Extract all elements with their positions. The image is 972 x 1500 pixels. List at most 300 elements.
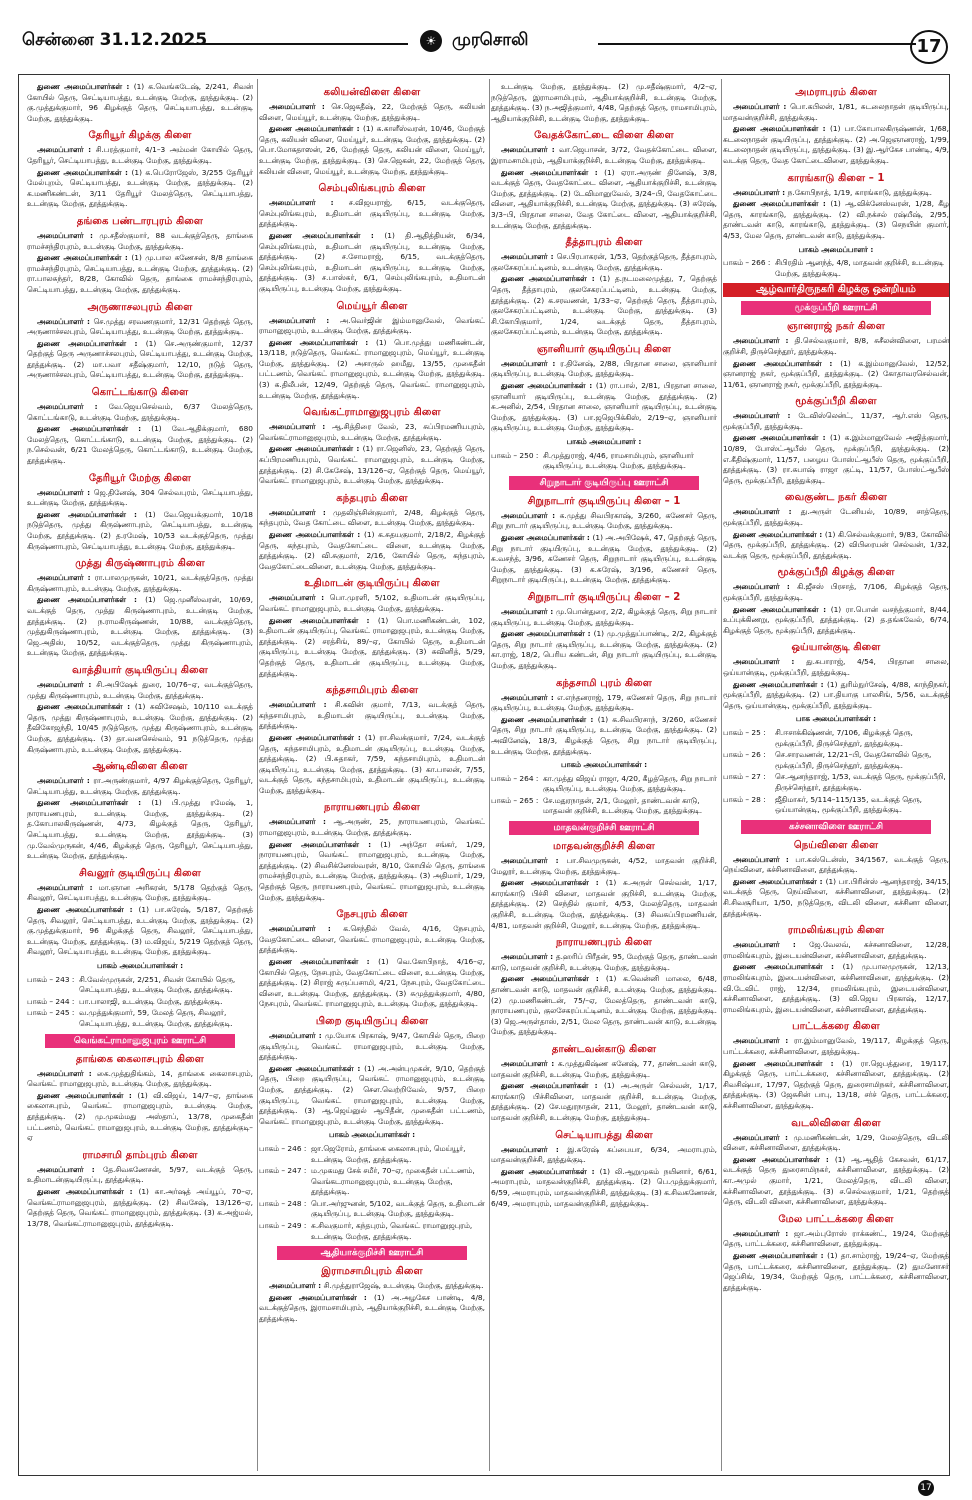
panchayat-banner: ஆதியாக்குறிச்சி ஊராட்சி (277, 1246, 467, 1260)
ward-entry (723, 258, 949, 279)
entry-text: (1) ஜெ.முனீஸ்வரன், 10/69, வடக்குத் தெரு, முத்து கிருஷ்ணாபுரம், உடன்குடி மேற்கு, தூத்துக்குடி. (2) ந.ராமகிருஷ்ணன், 10/88, வடக்குத்தெரு, முத்துகிருஷ்ணாபுரம், உடன்குடி மேற்கு, தூத்துக்குடி. (3) ஜெ.அதிஸ், 10/52, வடக்குத்தெரு, முத்து கிருஷ்ணாபுரம், உடன்குடி மேற்கு, தூத்துக்குடி. (27, 595, 253, 658)
organiser-entry (723, 433, 949, 486)
entry-text: (1) தி.ஆதித்தியன், 6/34, செம்புலிங்கபுரம், உதிமாடன் குடியிருப்பு, உடன்குடி மேற்கு, தூத்துக்குடி. (2) ச.சோமராஜ், 6/15, வடக்குத்தெரு, செம்புலிங்கபுரம், உதிமாடன் குடியிருப்பு, உடன்குடி மேற்கு, தூத்துக்குடி. (3) ச.பாஸ்கர், 6/1, செம்புலிங்கபுரம், உதிமாடன் குடியிருப்பு, உடன்குடி மேற்கு, தூத்துக்குடி. (259, 230, 485, 293)
entry-text: (1) பா.பிரின்ஸ் ஆனந்தராஜ், 34/15, வடக்குத் தெரு, நெய்விளை, கச்சினாவிளை, தூத்துக்குடி. (2) சி.சிவசூரியா, 1/50, நடுத்தெரு, விடலி விளை, கச்சினா விளை, தூத்துக்குடி. (723, 876, 949, 918)
branch-heading: தங்கை பண்டாரபுரம் கிளை (76, 215, 204, 227)
rising-sun-icon: ☀ (420, 30, 442, 52)
role-label: அமைப்பாளர் : (733, 336, 795, 346)
organiser-entry (723, 102, 949, 123)
entry-text: (1) க.இம்மானுவேல், 12/52, ஞானராஜ் நகர், மூக்குப்பீறி, தூத்துக்குடி. (2) கோதாவரசெல்வன், 11/61, ஞானராஜ் நகர், மூக்குப்பீறி, தூத்துக்குடி. (723, 358, 949, 389)
role-label: துணை அமைப்பாளர்கள் : (501, 381, 596, 391)
ward-entry (723, 772, 949, 793)
role-label: துணை அமைப்பாளர்கள் : (37, 82, 134, 91)
branch-heading: வாத்தியார் குடியிருப்பு கிளை (72, 664, 208, 676)
role-label: அமைப்பாளர் : (501, 1058, 558, 1068)
column-1 (27, 81, 253, 1471)
ward-organiser: சிபிரதிம் ஆனந்த், 4/8, மாதவன் குறிச்சி, உடன்குடி மேற்கு, தூத்துக்குடி. (775, 258, 944, 278)
role-label: அமைப்பாளர் : (269, 1030, 325, 1040)
panchayat-banner: சிறுநாடார் குடியிருப்பு ஊராட்சி (509, 476, 699, 490)
role-label: அமைப்பாளர் : (733, 1132, 794, 1142)
role-label: அமைப்பாளர் : (269, 593, 330, 603)
ward-number: பாகம் – 264 : (491, 773, 539, 783)
role-label: துணை அமைப்பாளர்கள் : (37, 702, 135, 712)
role-label: அமைப்பாளர் : (501, 252, 557, 262)
organiser-entry (259, 231, 485, 295)
role-label: துணை அமைப்பாளர்கள் : (733, 433, 830, 443)
ward-organiser: கா.முத்து விஜய் ராஜா, 4/20, கீழத்தெரு, சிறு நாடார் குடியிருப்பு, உடன்குடி மேற்கு, தூத்துக்குடி. (543, 773, 717, 794)
organiser-entry (27, 905, 253, 958)
role-label: அமைப்பாளர் : (269, 1281, 324, 1291)
entry-text: ஜே.வேலவ், கச்சனாவிளை, 12/28, ராமலிங்கபுரம், இடையன்விளை, கச்சினாவிளை, தூத்துக்குடி. (723, 940, 949, 960)
entry-text: செ.ஜெகதீஷ், 22, மேற்குத் தெரு, கலியன் விளை, மெய்யூர், உடன்குடி மேற்கு, தூத்துக்குடி. (259, 102, 485, 122)
organiser-entry (723, 657, 949, 678)
organiser-entry (491, 629, 717, 671)
branch-heading: தாங்கை கைலாசபுரம் கிளை (76, 1053, 204, 1065)
organiser-entry (491, 974, 717, 1038)
entry-text: (1) பா.சுரேஷ், 5/187, தெற்குத் தெரு, சிவலூர், செட்டியாபத்து, உடன்குடி மேற்கு, தூத்துக்குடி. (2) கு.முத்துக்குமார், 96 கிழக்குத் தெரு, சிவலூர், செட்டியாபத்து, உடன்குடி மேற்கு, தூத்துக்குடி. (3) ம.விஜய், 5/219 தெற்குத் தெரு, சிவலூர், செட்டியாபத்து, உடன்குடி மேற்கு, தூத்துக்குடி. (27, 905, 253, 957)
role-label: அமைப்பாளர் : (501, 1144, 568, 1154)
organiser-entry (491, 1145, 717, 1166)
entry-text: சி.கவின் குமார், 7/13, வடக்குத் தெரு, கந்தசாமிபுரம், உதிமாடன் குடியிருப்பு, உடன்குடி மேற்கு, தூத்துக்குடி. (259, 700, 485, 731)
organiser-entry (27, 1091, 253, 1144)
organiser-entry (723, 1251, 949, 1293)
entry-text: (1) ரா.ஜெபத்துரை, 19/117, கிழக்குத் தெரு, பாட்டக்கரை, கச்சினாவிளை, தூத்துக்குடி. (2) சிவசிஷ்யா, 17/97, தெற்குத் தெரு, துரைசாமிநகர், கச்சினாவிளை, தூத்துக்குடி. (3) ஜேசுசின் பாபு, 13/18, சர்ச் தெரு, பாட்டக்கரை, கச்சினாவிளை, தூத்துக்குடி. (723, 1058, 949, 1110)
organiser-entry (491, 952, 717, 973)
entry-text: இ.சுரேஷ் சுப்பையா, 6/34, அமராபுரம், மாதவன்குறிச்சி, தூத்துக்குடி. (491, 1144, 717, 1165)
ward-number: பாகம் – 245 : (27, 1008, 75, 1018)
entry-text: (1) சுவிசேஷம், 10/110 வடக்குத் தெரு, முத்து கிருஷ்ணாபுரம், உடன்குடி மேற்கு, தூத்துக்குடி. (2) தீவிகோஜந்தி, 10/45 நடுத்தெரு, முத்து கிருஷ்ணாபுரம், உடன்குடி மேற்கு, தூத்துக்குடி. (3) தா.வனசெல்வம், 91 நடுத்தெரு, முத்து கிருஷ்ணாபுரம், உடன்குடி மேற்கு, தூத்துக்குடி. (27, 702, 253, 754)
organiser-entry (27, 488, 253, 509)
entry-text: (1) ரா.பொன் வசந்த்குமார், 8/44, உப்புக்கிணறு, மூக்குப்பீறி, தூத்துக்குடி. (2) த.தங்கவேல், 6/74, கிழக்குத் தெரு, மூக்குப்பீறி, தூத்துக்குடி. (723, 604, 949, 635)
ward-entry (259, 1221, 485, 1242)
branch-heading: கொட்டங்காடு கிளை (91, 387, 189, 399)
role-label: துணை அமைப்பாளர்கள் : (501, 167, 605, 177)
entry-text: சி.முத்துராஜேஷ், உடன்குடி மேற்கு, தூத்துக்குடி. (323, 1281, 484, 1291)
role-label: துணை அமைப்பாளர்கள் : (37, 424, 152, 434)
branch-heading: உதிமாடன் குடியிருப்பு கிளை (304, 578, 440, 590)
role-label: அமைப்பாளர் : (269, 198, 349, 208)
role-label: துணை அமைப்பாளர்கள் : (269, 957, 379, 966)
organiser-entry (491, 145, 717, 166)
organiser-entry (27, 1187, 253, 1229)
ward-organiser: செ.ஆனந்தராஜ், 1/53, வடக்குத் தெரு, மூக்குப்பீறி, திருச்செந்தூர், தூத்துக்குடி. (775, 772, 946, 792)
role-label: துணை அமைப்பாளர்கள் : (501, 274, 600, 284)
branch-heading: கந்தசாமிபுரம் கிளை (325, 685, 419, 697)
organiser-entry (723, 1155, 949, 1208)
branch-heading: தேரியூர் மேற்கு கிளை (88, 472, 192, 484)
organiser-entry (259, 198, 485, 230)
organiser-entry (27, 317, 253, 338)
entry-text: (1) க.வெங்கடேஷ், 2/241, சிவன் கோயில் தெரு, செட்டியாபத்து, உடன்குடி மேற்கு, தூத்துக்குடி. (2) கு.முத்துக்குமார், 96 கிழக்குத் தெரு, செட்டியாபத்து, உடன்குடி மேற்கு, தூத்துக்குடி. (27, 82, 253, 123)
role-label: அமைப்பாளர் : (501, 358, 561, 368)
union-banner: ஆழ்வார்திருநகரி கிழக்கு ஒன்றியம் (723, 283, 949, 297)
role-label: அமைப்பாளர் : (733, 657, 807, 667)
ward-entry (491, 796, 717, 817)
entry-text: கை.முத்துதிங்கம், 14, தாங்கை கைலாசபுரம், வெங்கட் ராமானுஜபுரம், உடன்குடி மேற்கு, தூத்துக்குடி. (27, 1068, 253, 1089)
organiser-entry (27, 402, 253, 423)
branch-heading: நேசபுரம் கிளை (336, 909, 408, 921)
ward-number: பாகம் – 243 : (27, 974, 75, 984)
branch-heading: நாராயணபுரம் கிளை (324, 802, 420, 814)
ward-organiser: பா.பாலாஜி, உடன்குடி மேற்கு, தூத்துக்குடி. (79, 996, 223, 1006)
ward-entry (723, 795, 949, 816)
ward-organiser: சி.ஈசாக்கிஷ்ணன், 7/106, கிழக்குத் தெரு, மூக்குப்பீறி, திருச்செந்தூர், தூத்துக்குடி. (775, 727, 913, 748)
organiser-entry (491, 252, 717, 273)
role-label: அமைப்பாளர் : (37, 882, 99, 892)
column-divider (721, 79, 722, 1471)
branch-heading: சிவலூர் குடியிருப்பு கிளை (79, 867, 201, 879)
ward-organiser: சே.மதுரநாதன், 2/1, மேலூர், தாண்டவன் காடு, மாதவன் குறிச்சி, உடன்குடி மேற்கு, தூத்துக்குடி. (543, 795, 703, 816)
role-label: அமைப்பாளர் : (733, 507, 801, 517)
entry-text: மா.ஞான அரிகரன், 5/178 தெற்குத் தெரு, சிவலூர், செட்டியாபத்து, உடன்குடி மேற்கு, தூத்துக்குடி. (27, 882, 253, 903)
entry-text: ரா.இம்மானுவேல், 19/117, கிழக்குத் தெரு, பாட்டக்கரை, கச்சினாவிளை, தூத்துக்குடி. (723, 1036, 949, 1056)
ward-entry (27, 1008, 253, 1029)
entry-text: மு.மணிகண்டன், 1/29, மேலத்தெரு, விடலி விளை, கச்சினாவிளை, தூத்துக்குடி. (723, 1132, 949, 1153)
entry-text: (1) ரா.ஜெனிஸ், 23, தெற்குத் தெரு, சுப்பிரமணியபுரம், வெங்கட் ராமானுஜபுரம், உடன்குடி மேற்கு, தூத்துக்குடி. (2) சி.கேசேஷ், 13/126–ஏ, தெற்குத் தெரு, மெய்யூர், வெங்கட் ராமானுஜபுரம், உடன்குடி மேற்கு, தூத்துக்குடி. (259, 444, 485, 486)
entry-text: ந.கோபிநாத், 1/19, காரங்காடு, தூத்துக்குடி. (787, 187, 932, 197)
ward-entry (491, 774, 717, 795)
ward-number: பாகம் – 265 : (491, 795, 539, 805)
entry-text: து.சுபாராஜ், 4/54, பிரதான சாலை, ஒய்யான்குடி, மூக்குப்பீறி, தூத்துக்குடி. (723, 657, 949, 677)
ward-organiser: ஜா.ஜெரோம், தாங்கை கைலாசபுரம், மெய்யூர், உடன்குடி மேற்கு, தூத்துக்குடி. (311, 1143, 466, 1164)
organiser-entry (27, 510, 253, 552)
entry-text: து.அருள் டேனியல், 10/89, சாத்தெரு, மூக்குப்பீறி, தூத்துக்குடி. (723, 507, 949, 528)
role-label: அமைப்பாளர் : (37, 230, 100, 240)
organiser-entry (491, 607, 717, 628)
organiser-entry (259, 593, 485, 614)
role-label: துணை அமைப்பாளர்கள் : (501, 533, 593, 542)
entry-text: (1) ஆ.விக்னேஸ்வரன், 1/28, கீழ தெரு, காரங்காடு, தூத்துக்குடி. (2) வி.நக்சல் ரஷ்யீஷ், 2/95, தாண்டவன் காடு, காரங்காடு, தூத்துக்குடி. (3) செநயின் குமார், 4/53, மேல தெரு, தாண்டவன் காடு, தூத்துக்குடி. (723, 199, 949, 240)
paper-name: முரசொலி (452, 30, 529, 50)
branch-heading: பிறை குடியிருப்பு கிளை (315, 1015, 429, 1027)
ward-entry (259, 1199, 485, 1220)
ward-number: பாகம் – 247 : (259, 1166, 307, 1176)
entry-text: ரா.அருண்குமார், 4/97 கிழக்குத்தெரு, தேரியூர், செட்டியாபத்து, உடன்குடி மேற்கு, தூத்துக்குடி. (27, 776, 253, 796)
entry-text: (1) வெ.கோபிநாத், 4/16–ஏ, கோயில் தெரு, நேசபுரம், வேதகோட்டை விளை, உடன்குடி மேற்கு, தூத்துக்குடி. (2) சிராஜ் சுருப்பசாமி, 4/21, நேசபுரம், வேதகோட்டை விளை, உடன்குடி மேற்கு, தூத்துக்குடி. (3) சுமுத்துக்குமார், 4/80, நேசபுரம், வெங்கட் ராமானுஜபுரம், உடன்குடி மேற்கு, தூத்துக்குடி. (259, 957, 485, 1009)
branch-heading: காரங்காடு கிளை – 1 (787, 172, 885, 184)
ward-section-heading: பாகம் அமைப்பாளர் : (798, 244, 874, 254)
entry-text: (1) அ.அருள் செல்வன், 1/17, காரங்காடு பிச்சிவிளை, மாதவன் குறிச்சி, உடன்குடி மேற்கு, தூத்துக்குடி. (2) சே.மதுரநாதன், 211, மேலூர், தாண்டவன் காடு, மாதவன் குறிச்சி, உடன்குடி மேற்கு, தூத்துக்குடி. (491, 1081, 717, 1122)
organiser-entry (491, 511, 717, 532)
role-label: அமைப்பாளர் : (37, 776, 94, 786)
organiser-entry (259, 316, 485, 337)
ward-number: பாகம் – 25 : (723, 727, 766, 737)
ward-number: பாகம் – 246 : (259, 1143, 307, 1153)
entry-text: (1) க.வென்னி மாலை, 6/48, தாண்டவன் காடு, மாதவன் குறிச்சி, உடன்குடி மேற்கு, தூத்துக்குடி. (2) மு.மணிகண்டன், 75/–ஏ, மேலத்தெரு, தாண்டவன் காடு, நாராயணபுரம், குலசேகரப்பட்டினம், உடன்குடி மேற்கு, தூத்துக்குடி. (3) ஜெ.அருள்தாஸ், 2/51, மேல தெரு, தாண்டவன் காடு, உடன்குடி மேற்கு, தூத்துக்குடி. (491, 974, 717, 1037)
branch-heading: தீத்தாபுரம் கிளை (565, 237, 643, 249)
organiser-entry (27, 339, 253, 381)
organiser-entry (491, 856, 717, 877)
role-label: துணை அமைப்பாளர்கள் : (37, 167, 132, 177)
organiser-entry (491, 1059, 717, 1080)
dateline: சென்னை 31.12.2025 (22, 30, 208, 50)
entry-text: (1) வே.ஆதிக்குமார், 680 மேலத்தெரு, கொட்டங்காடு, உடன்குடி மேற்கு, தூத்துக்குடி. (2) ந.செல்வன், 6/21 மேலத்தெரு, கொட்டங்காடு, உடன்குடி மேற்கு, தூத்துக்குடி. (27, 424, 253, 466)
organiser-entry (491, 274, 717, 338)
organiser-entry (491, 82, 717, 124)
entry-text: (1) பி.முத்து ரமேஷ், 1, நாராயணபுரம், உடன்குடி மேற்கு, தூத்துக்குடி. (2) த.கோபாலகிருஷ்ணன், 4/73, கிழக்குத் தெரு, தேரியூர், செட்டியாபத்து, உடன்குடி மேற்கு, தூத்துக்குடி. (3) மு.வேல்முருகன், 4/46, கிழக்குத் தெரு, தேரியூர், செட்டியாபத்து, உடன்குடி மேற்கு, தூத்துக்குடி. (27, 798, 253, 861)
organiser-entry (491, 1167, 717, 1209)
entry-text: (1) க.சிவபிரசாந், 3/260, கணேசர் தெரு, சிறு நாடார் குடியிருப்பு, உடன்குடி மேற்கு, தூத்துக்குடி. (2) அவினேஷ், 18/3, கிழக்குத் தெரு, சிறு நாடார் குடியிருப்பு, உடன்குடி மேற்கு, தூத்துக்குடி. (491, 714, 717, 756)
entry-text: ரா.பாலமுருகன், 10/21, வடக்குத்தெரு, முத்து கிருஷ்ணாபுரம், உடன்குடி மேற்கு, தூத்துக்குடி. (27, 573, 253, 593)
entry-text: (1) க.காளீஸ்வரன், 10/46, மேற்குத் தெரு, கலியன் விளை, மெய்யூர், உடன்குடி மேற்கு, தூத்துக்குடி. (2) பொ.மோகதாஸன், 26, மேற்குத் தெரு, கலியன் விளை, மெய்யூர், உடன்குடி மேற்கு, தூத்துக்குடி. (3) செ.ஜெகன், 22, மேற்குத் தெரு, கலியன் விளை, மெய்யூர், உடன்குடி மேற்கு, தூத்துக்குடி. (259, 124, 485, 176)
organiser-entry (259, 700, 485, 732)
entry-text: மு.யோக பிரகாஷ், 9/47, கோயில் தெரு, பிறை குடியிருப்பு, வெங்கட் ராமானுஜபுரம், உடன்குடி மேற்கு, தூத்துக்குடி. (259, 1030, 485, 1062)
entry-text: (1) வி.விஜய், 14/7–ஏ, தாங்கை கைலாசபுரம், வெங்கட் ராமானுஜபுரம், உடன்குடி மேற்கு, தூத்துக்குடி. (2) மு.முகம்மது அஸ்தாப், 13/78, முகைதீன் பட்டணம், வெங்கட் ராமானுஜபுரம், உடன்குடி மேற்கு, தூத்துக்குடி–ஏ (27, 1090, 253, 1143)
organiser-entry (259, 733, 485, 797)
entry-text: வே.ஜெயசெல்வம், 6/37 மேலத்தெரு, கொட்டங்காடு, உடன்குடி மேற்கு, தூத்துக்குடி. (27, 402, 253, 422)
entry-text: (1) தா.சாம்ராஜ், 19/24–ஏ, மேற்குத் தெரு, பாட்டக்கரை, கச்சினாவிளை, தூத்துக்குடி. (2) துமனோசர் ஜெப்சிங், 19/34, மேற்குத் தெரு, பாட்டக்கரை, கச்சினாவிளை, தூத்துக்குடி. (723, 1250, 949, 1292)
entry-text: (1) மு.பால கணேசன், 8/8 தாங்கை ராமச்சந்திரபுரம், செட்டியாபத்து, உடன்குடி மேற்கு, தூத்துக்குடி. (2) ரா.பாலசுந்தர், 8/28, கோவில் தெரு, தாங்கை ராமச்சந்திரபுரம், செட்டியாபத்து, உடன்குடி மேற்கு, தூத்துக்குடி. (27, 253, 253, 294)
branch-heading: சிறுநாடார் குடியிருப்பு கிளை – 1 (527, 495, 681, 507)
role-label: துணை அமைப்பாளர்கள் : (501, 1166, 600, 1176)
branch-heading: வடலிவிளை கிளை (791, 1117, 881, 1129)
entry-text: செ.முத்து சரவணகுமார், 12/31 தெற்குத் தெரு, அருணாச்சலபுரம், செட்டியாபத்து, உடன்குடி மேற்கு, தூத்துக்குடி. (27, 316, 253, 337)
organiser-entry (491, 715, 717, 757)
role-label: அமைப்பாளர் : (37, 402, 109, 412)
branch-heading: தேரியூர் கிழக்கு கிளை (88, 130, 192, 142)
panchayat-banner: வெங்கட்ராமானுஜபுரம் ஊராட்சி (45, 1034, 235, 1048)
branch-heading: வேதக்கோட்டை விளை கிளை (534, 130, 674, 142)
organiser-entry (259, 124, 485, 177)
ward-section-heading: பாகம் அமைப்பாளர்கள் : (560, 760, 648, 770)
role-label: அமைப்பாளர் : (501, 606, 556, 616)
organiser-entry (259, 1281, 485, 1292)
entry-text: (1) துரிம்நுர்சேஷ், 4/88, காந்திநகர், மூக்குப்பீறி, தூத்துக்குடி. (2) பா.தியாகு பாலசிங், 5/56, வடக்குத் தெரு, ஒய்யான்குடி, மூக்குப்பீறி, தூத்துக்குடி. (723, 679, 949, 710)
organiser-entry (723, 855, 949, 876)
entry-text: ஆ.அருண், 25, நாராயணபுரம், வெங்கட் ராமானுஜபுரம், உடன்குடி மேற்கு, தூத்துக்குடி. (259, 817, 485, 838)
branch-heading: தாண்டவன்காடு கிளை (551, 1043, 657, 1055)
role-label: துணை அமைப்பாளர்கள் : (269, 124, 363, 134)
ward-entry (723, 750, 949, 771)
organiser-entry (259, 338, 485, 402)
entry-text: பொ.கபிலன், 1/81, சுடலைநாதன் குடியிருப்பு, மாதவன்குறிச்சி, தூத்துக்குடி. (723, 102, 949, 122)
organiser-entry (27, 680, 253, 701)
branch-heading: செம்புலிங்கபுரம் கிளை (318, 183, 426, 195)
branch-heading: ஞானியார் குடியிருப்பு கிளை (536, 343, 672, 355)
ward-organiser: சு.சிவகுமார், கந்தபுரம், வெங்கட் ராமானுஜபுரம், உடன்குடி மேற்கு, தூத்துக்குடி. (311, 1221, 473, 1241)
entry-text: தே.சிவகணேசன், 5/97, வடக்குத் தெரு, உதிமாடன்குடியிருப்பு, தூத்துக்குடி. (27, 1164, 253, 1185)
role-label: அமைப்பாளர் : (733, 411, 799, 421)
ward-entry (723, 728, 949, 749)
organiser-entry (491, 168, 717, 232)
organiser-entry (259, 102, 485, 123)
entry-text: (1) கா.அர்ஷத் அய்யூப், 70–ஏ, வெங்கட்ராமானுஜபுரம், தூத்துக்குடி. (2) சிவசேஷ், 13/126–ஏ, தெற்குத் தெரு, வெங்கட் ராமானுஜபுரம், தூத்துக்குடி. (3) க.அஜ்மல், 13/78, வெங்கட்ராமானுஜபுரம், தூத்துக்குடி. (27, 1186, 253, 1228)
role-label: துணை அமைப்பாளர்கள் : (269, 615, 378, 625)
entry-text: வா.ஜெபாசன், 3/72, வேதக்கோட்டை விளை, இராமசாமிபுரம், ஆதியாக்குறிச்சி, உடன்குடி மேற்கு, தூத்துக்குடி. (491, 145, 717, 165)
entry-text: மு.சதீஸ்குமார், 88 வடக்குத்தெரு, தாங்கை ராமச்சந்திரபுரம், உடன்குடி மேற்கு, தூத்துக்குடி. (27, 230, 253, 251)
branch-heading: ராமசாமி தாம்புரம் கிளை (82, 1149, 198, 1161)
organiser-entry (259, 840, 485, 904)
organiser-entry (723, 1133, 949, 1154)
entry-text: பா.சிவமுருகன், 4/52, மாதவன் குறிச்சி, மேலூர், உடன்குடி மேற்கு, தூத்துக்குடி. (491, 856, 717, 876)
role-label: துணை அமைப்பாளர்கள் : (733, 1250, 828, 1260)
organiser-entry (27, 573, 253, 594)
organiser-entry (723, 507, 949, 528)
role-label: துணை அமைப்பாளர்கள் : (733, 604, 831, 614)
role-label: அமைப்பாளர் : (733, 1036, 794, 1046)
organiser-entry (27, 145, 253, 166)
entry-text: (1) கி.செல்வக்குமார், 9/83, கோவில் தெரு, மூக்குப்பீறி, தூத்துக்குடி. (2) விபிரையன் செல்வன், 1/32, வடக்கு தெரு, மூக்குப்பீறி, தூத்துக்குடி. (723, 529, 949, 560)
panchayat-banner: கச்சனாவிளை ஊராட்சி (741, 820, 931, 834)
organiser-entry (723, 582, 949, 603)
role-label: அமைப்பாளர் : (733, 854, 796, 864)
organiser-entry (491, 878, 717, 931)
organiser-entry (27, 231, 253, 252)
entry-text: பா.கஸ்டென்ஸ், 34/1567, வடக்குத் தெரு, நெய்விளை, கச்சினாவிளை, தூத்துக்குடி. (723, 854, 949, 875)
role-label: அமைப்பாளர் : (501, 952, 556, 962)
branch-heading: சிறுநாடார் குடியிருப்பு கிளை – 2 (527, 591, 681, 603)
entry-text: க.முத்து சிவபிரகாஷ், 3/260, கணேசர் தெரு, சிறு நாடார் குடியிருப்பு, உடன்குடி மேற்கு, தூத்துக்குடி. (491, 510, 717, 531)
organiser-entry (723, 1229, 949, 1250)
organiser-entry (491, 359, 717, 380)
branch-heading: ஒய்யான்குடி கிளை (791, 642, 881, 654)
entry-text: உடன்குடி மேற்கு, தூத்துக்குடி. (2) மு.சதீஷ்குமார், 4/2–ஏ, நடுத்தெரு, இராமசாமிபுரம், ஆதியாக்குறிச்சி, உடன்குடி மேற்கு, தூத்துக்குடி. (3) ந.அஜித்குமார், 4/48, தெற்குத் தெரு, ராமசாமிபுரம், ஆதியாக்குறிச்சி, உடன்குடி மேற்கு, தூத்துக்குடி. (491, 82, 717, 123)
ward-section-heading: பாகம் அமைப்பாளர்கள் : (96, 961, 184, 970)
role-label: துணை அமைப்பாளர்கள் : (37, 595, 146, 605)
ward-number: பாகம் – 28 : (723, 794, 766, 804)
entry-text: (1) க.இம்மானுவேல் அஜித்குமார், 10/89, போஸ்ட்ஆபீஸ் தெரு, மூக்குப்பீறி, தூத்துக்குடி. (2) எ.கீதிஷ்குமார், 11/57, பழைய போஸ்ட்ஆபீஸ் தெரு, மூக்குப்பீறி, தூத்துக்குடி. (3) ரா.சுபாஷ் ராஜா குட்டி, 11/57, போஸ்ட்ஆபீஸ் தெரு, மூக்குப்பீறி, தூத்துக்குடி. (723, 433, 949, 485)
footer-page-number: 17 (918, 1480, 934, 1496)
branch-heading: மூக்குப்பீறி கிளை (795, 396, 877, 408)
role-label: துணை அமைப்பாளர்கள் : (37, 1090, 138, 1100)
role-label: துணை அமைப்பாளர்கள் : (269, 444, 363, 454)
role-label: அமைப்பாளர் : (269, 507, 334, 517)
branch-heading: பாட்டக்கரை கிளை (792, 1021, 880, 1033)
organiser-entry (723, 336, 949, 357)
ward-number: பாகம் – 248 : (259, 1198, 307, 1208)
column-divider (489, 79, 490, 1471)
entry-text: ஜா.அம்புரோஸ் ராக்கண்ட், 19/24, மேற்குத் தெரு, பாட்டக்கரை, கச்சினாவிளை, தூத்துக்குடி. (723, 1228, 949, 1249)
entry-text: (1) லி.ஆறுமுகம் நயினார், 6/61, அமராபுரம், மாதவன்குறிச்சி, தூத்துக்குடி. (2) பெ.முத்துக்குமார், 6/59, அமராபுரம், மாதவன்குறிச்சி, தூத்துக்குடி. (3) க.சிவகணேசன், 6/49, அமராபுரம், மாதவன்குறிச்சி, தூத்துக்குடி. (491, 1166, 717, 1208)
organiser-entry (259, 444, 485, 486)
role-label: அமைப்பாளர் : (37, 1164, 103, 1174)
entry-text: (1) ஏரா.அருண் தினேஷ், 3/8, வடக்குத் தெரு, வேதகோட்டை விளை, ஆதியாக்குறிச்சி, உடன்குடி மேற்கு, தூத்துக்குடி. (2) டேவிமானுவேல், 3/24–பி, வேதகோட்டை விளை, ஆதியாக்குறிச்சி, உடன்குடி மேற்கு, தூத்துக்குடி. (3) சுரேஷ், 3/3–பி, பிரதான சாலை, வேத கோட்டை விளை, ஆதியாக்குறிச்சி, உடன்குடி மேற்கு, தூத்துக்குடி. (491, 167, 717, 230)
organiser-entry (27, 595, 253, 659)
page-number: 17 (910, 30, 948, 64)
role-label: துணை அமைப்பாளர்கள் : (269, 230, 385, 240)
branch-heading: கலியன்விளை கிளை (323, 87, 421, 98)
organiser-entry (259, 1031, 485, 1063)
organiser-entry (723, 1036, 949, 1057)
entry-text: (1) ஆ.ஆதித் கேசவன், 61/17, வடக்குத் தெரு துரைசாமிநகர், கச்சினாவிளை, தூத்துக்குடி. (2) கா.அமுல் குமார், 1/21, மேலத்தெரு, விடலி விளை, கச்சினாவிளை, தூத்துக்குடி. (3) ச.செல்வகுமார், 1/21, தெற்குத் தெரு, விடலி விளை, கச்சினாவிளை, தூத்துக்குடி. (723, 1154, 949, 1207)
ward-organiser: செ.சாரவணன், 12/21–பி, வேதகோவில் தெரு, மூக்குப்பீறி, திருச்செந்தூர், தூத்துக்குடி. (775, 750, 932, 770)
entry-text: (1) அ.அழகேச பாண்டி, 4/8, வடக்குத்தெரு, இராமசாமிபுரம், ஆதியாக்குறிச்சி, உடன்குடி மேற்கு, தூத்துக்குடி. (259, 1292, 485, 1324)
organiser-entry (259, 508, 485, 529)
organiser-entry (723, 359, 949, 391)
role-label: அமைப்பாளர் : (501, 510, 560, 520)
branch-heading: மேல பாட்டக்கரை கிளை (778, 1213, 894, 1225)
role-label: துணை அமைப்பாளர்கள் : (501, 974, 606, 984)
organiser-entry (27, 883, 253, 904)
organiser-entry (491, 693, 717, 714)
organiser-entry (259, 422, 485, 443)
organiser-entry (723, 411, 949, 432)
entry-text: சி.பரத்குமார், 4/1–3 அம்மன் கோயில் தெரு, தேரியூர், செட்டியாபத்து, உடன்குடி மேற்கு, தூத்துக்குடி. (27, 145, 253, 165)
organiser-entry (259, 957, 485, 1010)
organiser-entry (27, 168, 253, 210)
entry-text: (1) ரா.சிவக்குமார், 7/24, வடக்குத் தெரு, கந்தசாமிபுரம், உதிமாடன் குடியிருப்பு, உடன்குடி மேற்கு, தூத்துக்குடி. (2) பி.சுதாகர், 7/59, கந்தசாமிபுரம், உதிமாடன் குடியிருப்பு, உடன்குடி மேற்கு, தூத்துக்குடி. (3) கா.பாலன், 7/55, வடக்குத் தெரு, கந்தசாமிபுரம், உதிமாடன் குடியிருப்பு, உடன்குடி மேற்கு, தூத்துக்குடி. (259, 732, 485, 795)
branch-heading: அருணாசலபுரம் கிளை (87, 301, 193, 313)
role-label: துணை அமைப்பாளர்கள் : (733, 962, 843, 972)
role-label: துணை அமைப்பாளர்கள் : (501, 629, 594, 639)
organiser-entry (723, 530, 949, 562)
role-label: அமைப்பாளர் : (37, 679, 97, 689)
ward-number: பாகம் – 244 : (27, 996, 75, 1006)
ward-section-heading: பாக அமைப்பாளர்கள் : (795, 714, 877, 724)
branch-heading: அமராபுரம் கிளை (795, 87, 877, 98)
ward-organiser: சி.வேல்முருகன், 2/251, சிவன் கோயில் தெரு, செட்டியாபத்து, உடன்குடி மேற்கு, தூத்துக்குடி. (79, 974, 236, 995)
organiser-entry (27, 1069, 253, 1090)
entry-text: (1) சு.அருள் செல்வன், 1/17, காரங்காடு பிச்சி விளை, மாதவன் குறிச்சி, உடன்குடி மேற்கு, தூத்துக்குடி. (2) செந்தில் குமார், 4/53, மேலத்தெரு, மாதவன் குறிச்சி, உடன்குடி மேற்கு, தூத்துக்குடி. (3) சிவசுப்பிரமணியன், 4/81, மாதவன் குறிச்சி, மேலூர், உடன்குடி மேற்கு, தூத்துக்குடி. (491, 878, 717, 930)
ward-number: பாகம் – 249 : (259, 1221, 307, 1231)
branch-heading: வைகுண்ட நகர் கிளை (784, 492, 888, 504)
entry-text: (1) மு.பாலமுருகன், 12/13, ராமலிங்கபுரம், இடையன்விளை, கச்சினாவிளை, தூத்துக்குடி. (2) வி.டேவிட் ராஜ், 12/34, ராமலிங்கபுரம், இடையன்விளை, கச்சினாவிளை, தூத்துக்குடி. (3) வி.ஜெய பிரகாஷ், 12/17, ராமலிங்கபுரம், இடையன்விளை, கச்சினாவிளை, தூத்துக்குடி. (723, 962, 949, 1014)
role-label: துணை அமைப்பாளர்கள் : (733, 358, 841, 368)
role-label: அமைப்பாளர் : (733, 187, 788, 197)
entry-text: சி.அபிஷேக் துரை, 10/76–ஏ, வடக்குத்தெரு, முத்து கிருஷ்ணாபுரம், உடன்குடி மேற்கு, தூத்துக்குடி. (27, 679, 253, 700)
entry-text: தி.செல்வகுமார், 8/8, சுசீலன்விளை, பரமன் குறிச்சி, திருச்செந்தூர், தூத்துக்குடி. (723, 336, 949, 356)
branch-heading: செட்டியாபத்து கிளை (555, 1129, 653, 1141)
organiser-entry (723, 1059, 949, 1112)
ward-number: பாகம் – 27 : (723, 772, 766, 782)
role-label: துணை அமைப்பாளர்கள் : (501, 1081, 605, 1091)
paper-logo (408, 26, 598, 56)
entry-text: (1) மு.முத்துப்பாண்டி, 2/2, கிழக்குத் தெரு, சிறு நாடார் குடியிருப்பு, உடன்குடி மேற்கு, தூத்துக்குடி. (2) கா.ராஜ், 18/2, பெரிய கண்டன், சிறு நாடார் குடியிருப்பு, உடன்குடி மேற்கு, தூத்துக்குடி. (491, 629, 717, 670)
organiser-entry (259, 817, 485, 838)
branch-heading: நாராயணபுரம் கிளை (556, 937, 652, 949)
entry-text: கி.ஜீசஸ் பிரசாத், 7/106, கிழக்குத் தெரு, மூக்குப்பீறி, தூத்துக்குடி. (723, 582, 949, 602)
organiser-entry (27, 798, 253, 862)
role-label: துணை அமைப்பாளர்கள் : (37, 253, 132, 263)
organiser-entry (259, 1293, 485, 1325)
role-label: அமைப்பாளர் : (269, 315, 340, 325)
content-frame (18, 74, 950, 1476)
panchayat-banner: மாதவன்குறிச்சி ஊராட்சி (509, 821, 699, 835)
ward-entry (27, 997, 253, 1008)
organiser-entry (27, 82, 253, 124)
ward-organiser: வ.முத்துக்குமார், 59, மேலத் தெரு, சிவலூர், செட்டியாபத்து, உடன்குடி மேற்கு, தூத்துக்குடி. (79, 1008, 233, 1028)
column-3 (491, 81, 717, 1471)
entry-text: (1) பொ.முத்து மணிகண்டன், 13/118, நடுத்தெரு, வெங்கட் ராமானுஜபுரம், மெய்யூர், உடன்குடி மேற்கு, தூத்துக்குடி. (2) அசாருல் ஹமீது, 13/55, முகைதீன் பட்டணம், வெங்கட் ராமானுஜபுரம், உடன்குடி மேற்கு, தூத்துக்குடி. (3) க.திலீபன், 12/49, தெற்குத் தெரு, வெங்கட் ராமானுஜபுரம், உடன்குடி மேற்கு, தூத்துக்குடி. (259, 337, 485, 400)
entry-text: (1) க.பெரோஜேஸ், 3/255 தேரியூர் மேல்புறம், செட்டியாபத்து, உடன்குடி மேற்கு, தூத்துக்குடி. (2) க.மணிகண்டன், 3/11 தேரியூர் மேலத்தெரு, செட்டியாபத்து, உடன்குடி மேற்கு, தூத்துக்குடி. (27, 167, 253, 209)
organiser-entry (723, 124, 949, 166)
entry-text: (1) அந்தோ சங்கர், 1/29, நாராயணபுரம், வெங்கட் ராமானுஜபுரம், உடன்குடி மேற்கு, தூத்துக்குடி. (2) சிவசிக்னேஸ்வரன், 8/10, கோயில் தெரு, தாங்கை ராமச்சந்திரபுரம், உடன்குடி மேற்கு, தூத்துக்குடி. (3) அதிமார், 1/29, தெற்குத் தெரு, நாராயணபுரம், வெங்கட் ராமானுஜபுரம், உடன்குடி மேற்கு, தூத்துக்குடி. (259, 839, 485, 902)
role-label: துணை அமைப்பாளர்கள் : (269, 1063, 365, 1073)
branch-heading: ராமலிங்கபுரம் கிளை (787, 925, 885, 937)
role-label: அமைப்பாளர் : (269, 700, 335, 710)
role-label: துணை அமைப்பாளர்கள் : (269, 1292, 374, 1302)
role-label: துணை அமைப்பாளர்கள் : (37, 798, 152, 808)
organiser-entry (259, 1064, 485, 1128)
entry-text: ஆ.சித்திரை வேல், 23, சுப்பிரமணியபுரம், வெங்கட்ராமானுஜபுரம், உடன்குடி மேற்கு, தூத்துக்குடி. (259, 422, 485, 442)
role-label: அமைப்பாளர் : (37, 1068, 97, 1078)
entry-text: (1) வே.ஜெயக்குமார், 10/18 நடுத்தெரு, முத்து கிருஷ்ணாபுரம், செட்டியாபத்து, உடன்குடி மேற்கு, தூத்துக்குடி. (2) த.ரமேஷ், 10/53 வடக்குத்தெரு, முத்து கிருஷ்ணாபுரம், செட்டியாபத்து, உடன்குடி மேற்கு, தூத்துக்குடி. (27, 509, 253, 551)
role-label: துணை அமைப்பாளர்கள் : (733, 876, 826, 886)
organiser-entry (723, 605, 949, 637)
entry-text: (1) ரா.பால், 2/81, பிரதான சாலை, ஞானியார் குடியிருப்பு, உடன்குடி மேற்கு, தூத்துக்குடி. (2) சு.அனில், 2/54, பிரதான சாலை, ஞானியார் குடியிருப்பு, உடன்குடி மேற்கு, தூத்துக்குடி. (3) பா.ஜஜெபிக்கிஸ், 2/19–ஏ, ஞானியார் குடியிருப்பு, உடன்குடி மேற்கு, தூத்துக்குடி. (491, 381, 717, 433)
role-label: அமைப்பாளர் : (37, 573, 95, 583)
organiser-entry (27, 1165, 253, 1186)
role-label: துணை அமைப்பாளர்கள் : (269, 337, 377, 347)
role-label: அமைப்பாளர் : (37, 316, 94, 326)
role-label: அமைப்பாளர் : (269, 422, 332, 432)
ward-number: பாகம் – 26 : (723, 750, 766, 760)
entry-text: (1) த.நடமலைமுத்து, 7, தெற்குத் தெரு, தீத்தாபுரம், குலசேகரப்பட்டினம், உடன்குடி மேற்கு, தூத்துக்குடி. (2) க.சரவணன், 1/33–ஏ, தெற்குத் தெரு, தீத்தாபுரம், குலசேகரப்பட்டினம், உடன்குடி மேற்கு, தூத்துக்குடி. (3) சி.கோபிகுமார், 1/24, வடக்குத் தெரு, தீத்தாபுரம், குலசேகரப்பட்டினம், உடன்குடி மேற்கு, தூத்துக்குடி. (491, 274, 717, 337)
role-label: அமைப்பாளர் : (501, 692, 558, 702)
ward-entry (259, 1166, 485, 1198)
ward-number: பாகம் – 266 : (723, 258, 771, 268)
organiser-entry (259, 530, 485, 572)
